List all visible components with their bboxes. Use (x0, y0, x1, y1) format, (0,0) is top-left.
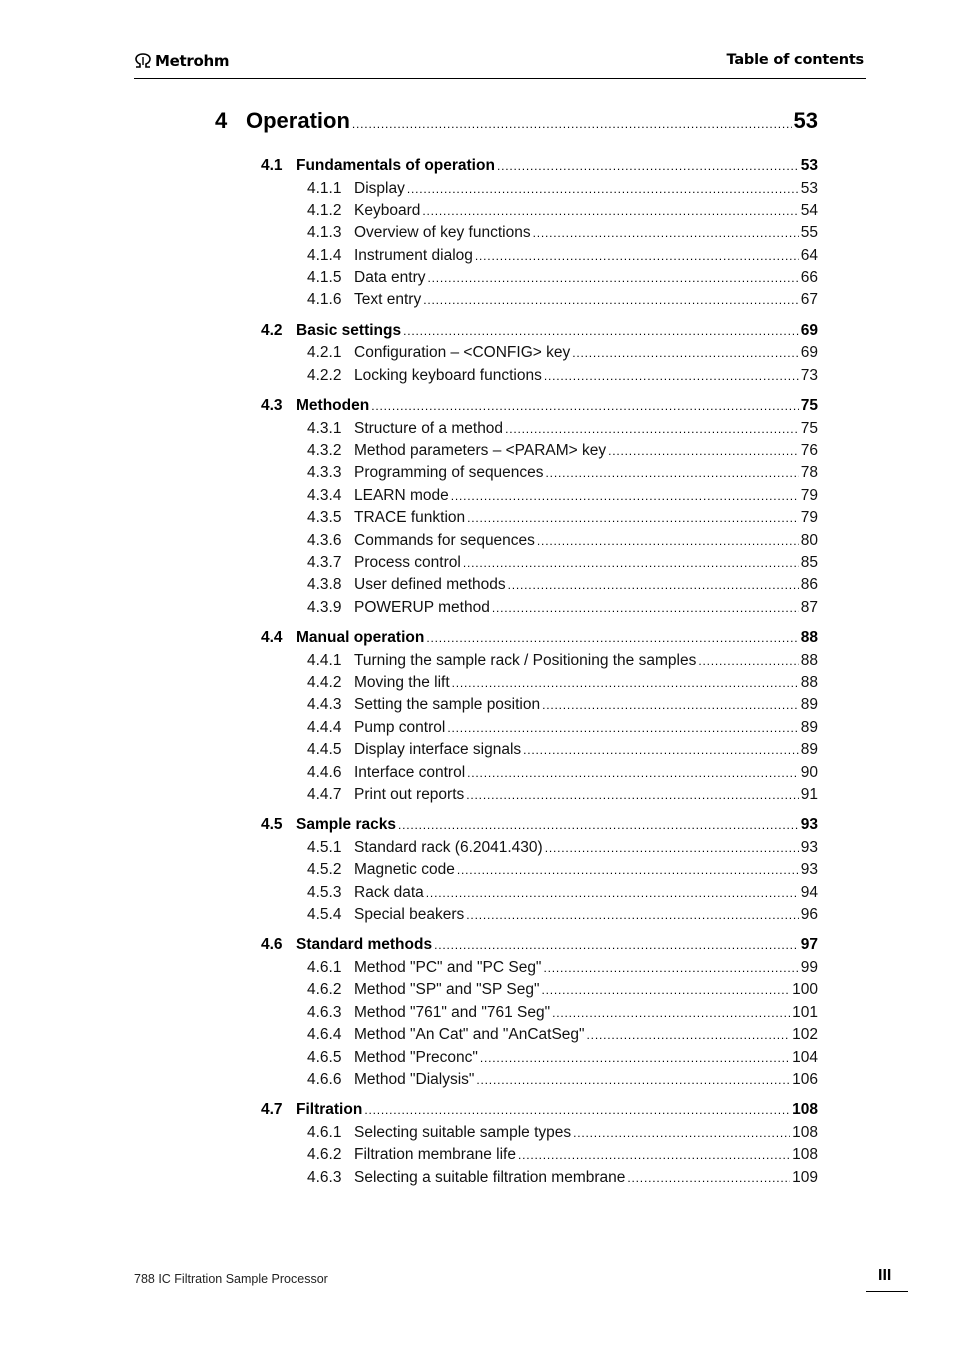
subsection-title: Print out reports (354, 785, 465, 803)
subsection-page: 108 (792, 1146, 818, 1164)
leader-dots (497, 159, 799, 173)
section-entry[interactable] (261, 816, 818, 839)
page-header (134, 50, 866, 79)
subsection-number: 4.4.2 (307, 674, 342, 692)
leader-dots (492, 601, 799, 615)
section-page: 108 (792, 1101, 818, 1119)
leader-dots (544, 369, 799, 383)
subsection-number: 4.3.5 (307, 509, 342, 527)
section-number: 4.6 (261, 936, 283, 954)
subsection-title: Instrument dialog (354, 246, 473, 264)
subsection-entry[interactable] (307, 442, 818, 464)
subsection-entry[interactable] (307, 1146, 818, 1168)
leader-dots (543, 961, 798, 975)
footer-product: 788 IC Filtration Sample Processor (134, 1272, 328, 1286)
subsection-entry[interactable] (307, 464, 818, 486)
subsection-page: 87 (800, 598, 818, 616)
subsection-number: 4.1.1 (307, 179, 342, 197)
section-title: Manual operation (296, 629, 425, 647)
section-page: 75 (800, 397, 818, 415)
leader-dots (573, 1126, 790, 1140)
subsection-page: 88 (800, 651, 818, 669)
leader-dots (542, 698, 799, 712)
subsection-title: Method "761" and "761 Seg" (354, 1003, 551, 1021)
section-page: 93 (800, 816, 818, 834)
logo-text: Metrohm (155, 52, 230, 70)
subsection-title: Overview of key functions (354, 224, 531, 242)
leader-dots (407, 182, 799, 196)
subsection-number: 4.4.1 (307, 651, 342, 669)
subsection-number: 4.6.3 (307, 1003, 342, 1021)
leader-dots (698, 654, 798, 668)
subsection-title: POWERUP method (354, 598, 490, 616)
subsection-title: Setting the sample position (354, 696, 541, 714)
subsection-title: User defined methods (354, 576, 506, 594)
section-entry[interactable] (261, 322, 818, 345)
subsection-entry[interactable] (307, 1004, 818, 1026)
subsection-entry[interactable] (307, 1049, 818, 1071)
subsection-entry[interactable] (307, 509, 818, 531)
subsection-number: 4.3.9 (307, 598, 342, 616)
subsection-number: 4.3.2 (307, 442, 342, 460)
subsection-title: Method "SP" and "SP Seg" (354, 981, 540, 999)
leader-dots (480, 1051, 790, 1065)
subsection-entry[interactable] (307, 180, 818, 202)
section-entry[interactable] (261, 629, 818, 652)
subsection-title: Display interface signals (354, 741, 522, 759)
subsection-number: 4.4.6 (307, 763, 342, 781)
leader-dots (518, 1148, 790, 1162)
chapter-number: 4 (215, 108, 228, 133)
subsection-page: 64 (800, 246, 818, 264)
subsection-title: Commands for sequences (354, 531, 535, 549)
subsection-title: LEARN mode (354, 486, 449, 504)
subsection-page: 100 (792, 981, 818, 999)
subsection-number: 4.6.2 (307, 981, 342, 999)
subsection-page: 102 (792, 1026, 818, 1044)
section-number: 4.1 (261, 157, 283, 174)
leader-dots (371, 399, 799, 413)
subsection-page: 73 (800, 366, 818, 384)
section-entry[interactable] (261, 936, 818, 959)
leader-dots (452, 676, 799, 690)
subsection-title: Filtration membrane life (354, 1146, 516, 1164)
subsection-number: 4.1.2 (307, 201, 342, 219)
leader-dots (475, 249, 799, 263)
section-entry[interactable] (261, 397, 818, 420)
leader-dots (523, 743, 799, 757)
section-entry[interactable] (261, 157, 818, 180)
subsection-title: Moving the lift (354, 674, 450, 692)
subsection-page: 99 (800, 958, 818, 976)
subsection-title: Process control (354, 553, 461, 571)
subsection-number: 4.1.4 (307, 246, 342, 264)
subsection-page: 78 (800, 464, 818, 482)
section-group (215, 322, 818, 389)
subsection-entry[interactable] (307, 291, 818, 313)
subsection-entry[interactable] (307, 269, 818, 291)
leader-dots (451, 489, 799, 503)
subsection-page: 75 (800, 419, 818, 437)
subsection-number: 4.5.2 (307, 861, 342, 879)
leader-dots (364, 1103, 790, 1117)
leader-dots (434, 938, 799, 952)
section-page: 97 (800, 936, 818, 954)
subsection-title: Turning the sample rack / Positioning the samples (354, 651, 697, 669)
section-page: 69 (800, 321, 818, 339)
section-page: 88 (800, 629, 818, 647)
subsection-number: 4.6.1 (307, 1123, 342, 1141)
subsection-entry[interactable] (307, 420, 818, 442)
subsection-title: Magnetic code (354, 861, 455, 879)
subsection-entry[interactable] (307, 764, 818, 786)
subsection-page: 69 (800, 344, 818, 362)
subsection-number: 4.2.1 (307, 344, 342, 362)
subsection-entry[interactable] (307, 741, 818, 763)
section-number: 4.3 (261, 397, 283, 415)
subsection-page: 90 (800, 763, 818, 781)
subsection-title: Method "Preconc" (354, 1048, 478, 1066)
subsection-page: 109 (792, 1168, 818, 1186)
subsection-number: 4.6.6 (307, 1070, 342, 1088)
subsection-number: 4.3.6 (307, 531, 342, 549)
section-entry[interactable] (261, 1101, 818, 1124)
subsection-page: 88 (800, 674, 818, 692)
leader-dots (398, 818, 799, 832)
chapter-entry[interactable] (215, 108, 818, 142)
subsection-number: 4.6.2 (307, 1146, 342, 1164)
subsection-page: 108 (792, 1123, 818, 1141)
subsection-entry[interactable] (307, 487, 818, 509)
section-group (215, 629, 818, 808)
subsection-page: 89 (800, 741, 818, 759)
subsection-number: 4.6.1 (307, 958, 342, 976)
section-group (215, 936, 818, 1093)
section-number: 4.5 (261, 816, 283, 834)
subsection-number: 4.4.5 (307, 741, 342, 759)
leader-dots (545, 841, 799, 855)
subsection-title: Text entry (354, 291, 422, 309)
subsection-page: 96 (800, 906, 818, 924)
leader-dots (463, 556, 799, 570)
subsection-entry[interactable] (307, 981, 818, 1003)
subsection-entry[interactable] (307, 576, 818, 598)
leader-dots (467, 511, 799, 525)
subsection-number: 4.1.6 (307, 291, 342, 309)
subsection-entry[interactable] (307, 786, 818, 808)
subsection-number: 4.4.4 (307, 718, 342, 736)
subsection-page: 104 (792, 1048, 818, 1066)
subsection-page: 86 (800, 576, 818, 594)
subsection-title: Interface control (354, 763, 466, 781)
section-title: Filtration (296, 1101, 363, 1119)
subsection-entry[interactable] (307, 202, 818, 224)
subsection-entry[interactable] (307, 959, 818, 981)
section-group (215, 157, 818, 314)
subsection-number: 4.6.3 (307, 1168, 342, 1186)
leader-dots (352, 117, 792, 131)
leader-dots (608, 444, 799, 458)
subsection-title: Keyboard (354, 201, 421, 219)
subsection-page: 53 (800, 179, 818, 197)
subsection-title: Method "An Cat" and "AnCatSeg" (354, 1026, 585, 1044)
subsection-title: Special beakers (354, 906, 465, 924)
section-group (215, 1101, 818, 1191)
leader-dots (572, 346, 799, 360)
leader-dots (467, 766, 799, 780)
subsection-title: Structure of a method (354, 419, 504, 437)
subsection-page: 89 (800, 718, 818, 736)
subsection-entry[interactable] (307, 719, 818, 741)
section-title: Methoden (296, 397, 370, 415)
section-number: 4.2 (261, 321, 283, 339)
leader-dots (423, 293, 799, 307)
subsection-page: 85 (800, 553, 818, 571)
section-title: Standard methods (296, 936, 433, 954)
chapter-page: 53 (793, 108, 818, 133)
section-list (215, 157, 818, 1191)
subsection-number: 4.3.4 (307, 486, 342, 504)
subsection-entry[interactable] (307, 1026, 818, 1048)
subsection-number: 4.1.5 (307, 269, 342, 287)
footer-page-number: III (866, 1264, 908, 1292)
table-of-contents (215, 108, 818, 1199)
section-group (215, 397, 818, 621)
section-number: 4.4 (261, 629, 283, 647)
subsection-number: 4.3.8 (307, 576, 342, 594)
subsection-title: TRACE funktion (354, 509, 466, 527)
subsection-entry[interactable] (307, 367, 818, 389)
subsection-entry[interactable] (307, 861, 818, 883)
subsection-number: 4.2.2 (307, 366, 342, 384)
subsection-page: 106 (792, 1070, 818, 1088)
subsection-page: 101 (792, 1003, 818, 1021)
subsection-page: 91 (800, 785, 818, 803)
leader-dots (457, 863, 799, 877)
subsection-page: 79 (800, 509, 818, 527)
subsection-entry[interactable] (307, 674, 818, 696)
leader-dots (627, 1171, 790, 1185)
leader-dots (476, 1073, 790, 1087)
subsection-page: 76 (800, 442, 818, 460)
subsection-title: Pump control (354, 718, 446, 736)
section-number: 4.7 (261, 1101, 283, 1119)
leader-dots (541, 983, 790, 997)
leader-dots (426, 886, 799, 900)
section-title: Sample racks (296, 816, 396, 834)
subsection-page: 89 (800, 696, 818, 714)
subsection-entry[interactable] (307, 344, 818, 366)
subsection-title: Method "PC" and "PC Seg" (354, 958, 542, 976)
leader-dots (426, 631, 798, 645)
subsection-number: 4.3.3 (307, 464, 342, 482)
subsection-title: Method "Dialysis" (354, 1070, 475, 1088)
subsection-entry[interactable] (307, 652, 818, 674)
subsection-number: 4.3.1 (307, 419, 342, 437)
subsection-entry[interactable] (307, 839, 818, 861)
subsection-entry[interactable] (307, 1169, 818, 1191)
subsection-title: Rack data (354, 883, 424, 901)
leader-dots (403, 324, 799, 338)
subsection-title: Configuration – <CONFIG> key (354, 344, 571, 362)
subsection-title: Locking keyboard functions (354, 366, 542, 384)
subsection-page: 55 (800, 224, 818, 242)
subsection-page: 66 (800, 269, 818, 287)
leader-dots (428, 271, 799, 285)
subsection-page: 54 (800, 201, 818, 219)
subsection-entry[interactable] (307, 906, 818, 928)
leader-dots (546, 466, 799, 480)
leader-dots (533, 226, 799, 240)
subsection-page: 94 (800, 883, 818, 901)
subsection-page: 93 (800, 838, 818, 856)
subsection-page: 80 (800, 531, 818, 549)
subsection-number: 4.4.3 (307, 696, 342, 714)
subsection-number: 4.1.3 (307, 224, 342, 242)
subsection-title: Standard rack (6.2041.430) (354, 838, 543, 856)
section-page: 53 (800, 157, 818, 174)
subsection-page: 93 (800, 861, 818, 879)
leader-dots (552, 1006, 790, 1020)
section-group (215, 816, 818, 928)
leader-dots (508, 578, 799, 592)
leader-dots (447, 721, 798, 735)
leader-dots (466, 788, 798, 802)
subsection-entry[interactable] (307, 599, 818, 621)
chapter-title: Operation (246, 108, 350, 133)
subsection-entry[interactable] (307, 884, 818, 906)
subsection-entry[interactable] (307, 1124, 818, 1146)
subsection-title: Selecting a suitable filtration membrane (354, 1168, 626, 1186)
subsection-number: 4.5.1 (307, 838, 342, 856)
leader-dots (422, 204, 798, 218)
leader-dots (466, 908, 798, 922)
logo (134, 52, 229, 70)
header-section-title: Table of contents (726, 52, 864, 68)
leader-dots (587, 1028, 791, 1042)
subsection-title: Selecting suitable sample types (354, 1123, 572, 1141)
subsection-page: 79 (800, 486, 818, 504)
subsection-number: 4.5.3 (307, 883, 342, 901)
subsection-title: Data entry (354, 269, 426, 287)
section-title: Basic settings (296, 321, 402, 339)
subsection-title: Programming of sequences (354, 464, 544, 482)
subsection-page: 67 (800, 291, 818, 309)
subsection-entry[interactable] (307, 247, 818, 269)
subsection-number: 4.5.4 (307, 906, 342, 924)
subsection-title: Display (354, 179, 405, 197)
subsection-number: 4.6.4 (307, 1026, 342, 1044)
subsection-entry[interactable] (307, 554, 818, 576)
subsection-entry[interactable] (307, 696, 818, 718)
leader-dots (537, 534, 799, 548)
metrohm-omega-icon (134, 53, 152, 69)
subsection-title: Method parameters – <PARAM> key (354, 442, 607, 460)
subsection-entry[interactable] (307, 532, 818, 554)
subsection-entry[interactable] (307, 224, 818, 246)
leader-dots (505, 422, 799, 436)
subsection-number: 4.4.7 (307, 785, 342, 803)
section-title: Fundamentals of operation (296, 157, 495, 174)
subsection-number: 4.3.7 (307, 553, 342, 571)
subsection-number: 4.6.5 (307, 1048, 342, 1066)
subsection-entry[interactable] (307, 1071, 818, 1093)
